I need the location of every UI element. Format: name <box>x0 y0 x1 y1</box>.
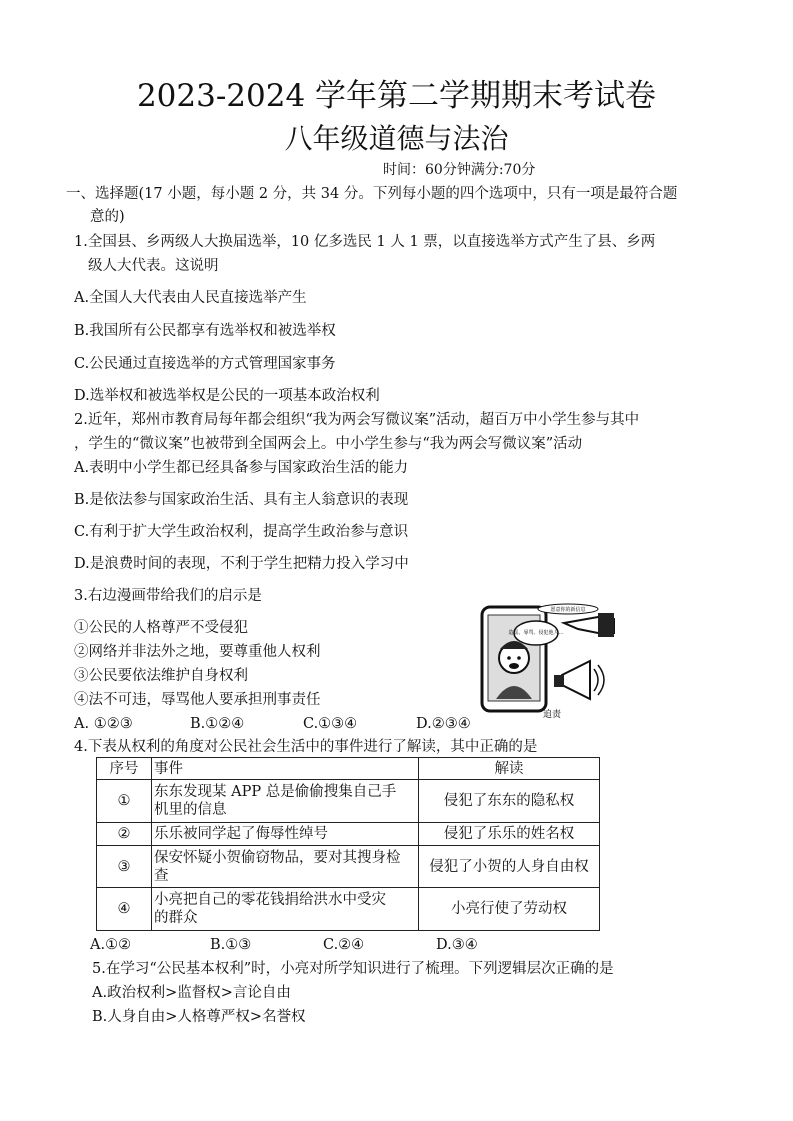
q4-table <box>96 757 600 931</box>
q3-statement-3: ③公民要依法维护自身权利 <box>74 668 248 684</box>
row-reading: 侵犯了小贺的人身自由权 <box>419 846 600 888</box>
q4-option-a: A.①② <box>90 937 132 953</box>
section-heading-cont: 意的) <box>90 209 125 225</box>
table-header-reading: 解读 <box>419 758 600 780</box>
row-event-line: 乐乐被同学起了侮辱性绰号 <box>154 826 328 842</box>
section-heading: 一、选择题(17 小题，每小题 2 分，共 34 分。下列每小题的四个选项中，只有一项是最符合题 <box>66 186 678 202</box>
exam-time-info: 时间：60分钟满分:70分 <box>383 162 536 178</box>
exam-title: 2023-2024 学年第二学期期末考试卷 <box>136 78 657 114</box>
q4-stem: 4.下表从权利的角度对公民社会生活中的事件进行了解读，其中正确的是 <box>74 739 538 755</box>
table-header-row <box>97 758 600 780</box>
q3-option-d: D.②③④ <box>416 716 471 732</box>
row-event-line: 小亮把自己的零花钱捐给洪水中受灾 <box>154 892 386 908</box>
q4-option-b: B.①③ <box>210 937 252 953</box>
table-row <box>97 823 600 846</box>
table-header-event: 事件 <box>152 758 419 780</box>
cartoon-caption: 追责 <box>542 710 562 719</box>
q2-option-b: B.是依法参与国家政治生活、具有主人翁意识的表现 <box>74 492 409 508</box>
table-row <box>97 888 600 931</box>
row-event-line: 东东发现某 APP 总是偷偷搜集自己手 <box>154 784 397 800</box>
q3-option-b: B.①②④ <box>190 716 245 732</box>
table-header-no: 序号 <box>97 758 152 780</box>
q5-option-a: A.政治权利>监督权>言论自由 <box>92 985 291 1001</box>
row-number: ② <box>97 823 152 846</box>
table-row <box>97 846 600 888</box>
q1-stem: 1.全国县、乡两级人大换届选举，10 亿多选民 1 人 1 票，以直接选举方式产生了县、乡两 <box>74 234 656 250</box>
cartoon-illustration <box>478 603 618 719</box>
row-event-line: 的群众 <box>154 910 198 926</box>
q4-option-d: D.③④ <box>436 937 478 953</box>
q1-stem-cont: 级人大代表。这说明 <box>88 258 219 274</box>
q3-option-a: A. ①②③ <box>74 716 133 732</box>
q2-option-c: C.有利于扩大学生政治权利，提高学生政治参与意识 <box>74 524 409 540</box>
exam-subject: 八年级道德与法治 <box>284 122 509 155</box>
q2-stem-cont: ，学生的“微议案”也被带到全国两会上。中小学生参与“我为两会写微议案”活动 <box>74 436 583 452</box>
cartoon-bubble-main: 造谣、辱骂、侵犯他人… <box>508 630 564 636</box>
q5-option-b: B.人身自由>人格尊严权>名誉权 <box>92 1009 306 1025</box>
q3-statement-4: ④法不可违，辱骂他人要承担刑事责任 <box>74 692 321 708</box>
q3-stem: 3.右边漫画带给我们的启示是 <box>74 588 262 604</box>
row-event <box>152 846 419 888</box>
q2-option-a: A.表明中小学生都已经具备参与国家政治生活的能力 <box>74 460 409 476</box>
q1-option-b: B.我国所有公民都享有选举权和被选举权 <box>74 323 336 339</box>
row-event-line: 保安怀疑小贺偷窃物品，要对其搜身检 <box>154 849 401 866</box>
row-number: ④ <box>97 888 152 931</box>
q3-option-c: C.①③④ <box>303 716 358 732</box>
row-reading: 侵犯了东东的隐私权 <box>419 780 600 823</box>
row-reading: 小亮行使了劳动权 <box>419 888 600 931</box>
table-row <box>97 780 600 823</box>
q5-stem: 5.在学习“公民基本权利”时，小亮对所学知识进行了梳理。下列逻辑层次正确的是 <box>92 961 614 977</box>
row-event <box>152 780 419 823</box>
q1-option-a: A.全国人大代表由人民直接选举产生 <box>74 290 307 306</box>
q3-statement-1: ①公民的人格尊严不受侵犯 <box>74 620 248 636</box>
row-number: ① <box>97 780 152 823</box>
q1-option-d: D.选举权和被选举权是公民的一项基本政治权利 <box>74 388 380 404</box>
q3-statement-2: ②网络并非法外之地，要尊重他人权利 <box>74 644 321 660</box>
row-reading: 侵犯了乐乐的姓名权 <box>419 823 600 846</box>
q2-option-d: D.是浪费时间的表现，不利于学生把精力投入学习中 <box>74 556 409 572</box>
q1-option-c: C.公民通过直接选举的方式管理国家事务 <box>74 356 336 372</box>
row-event-line: 机里的信息 <box>154 802 227 818</box>
row-event <box>152 823 419 846</box>
row-number: ③ <box>97 846 152 888</box>
q2-stem: 2.近年，郑州市教育局每年都会组织“我为两会写微议案”活动，超百万中小学生参与其中 <box>74 412 640 428</box>
row-event <box>152 888 419 931</box>
q4-option-c: C.②④ <box>323 937 365 953</box>
q3-cartoon <box>478 603 618 719</box>
row-event-line: 查 <box>154 867 169 884</box>
cartoon-bubble-top: 愿意你的新信息 <box>550 607 586 613</box>
